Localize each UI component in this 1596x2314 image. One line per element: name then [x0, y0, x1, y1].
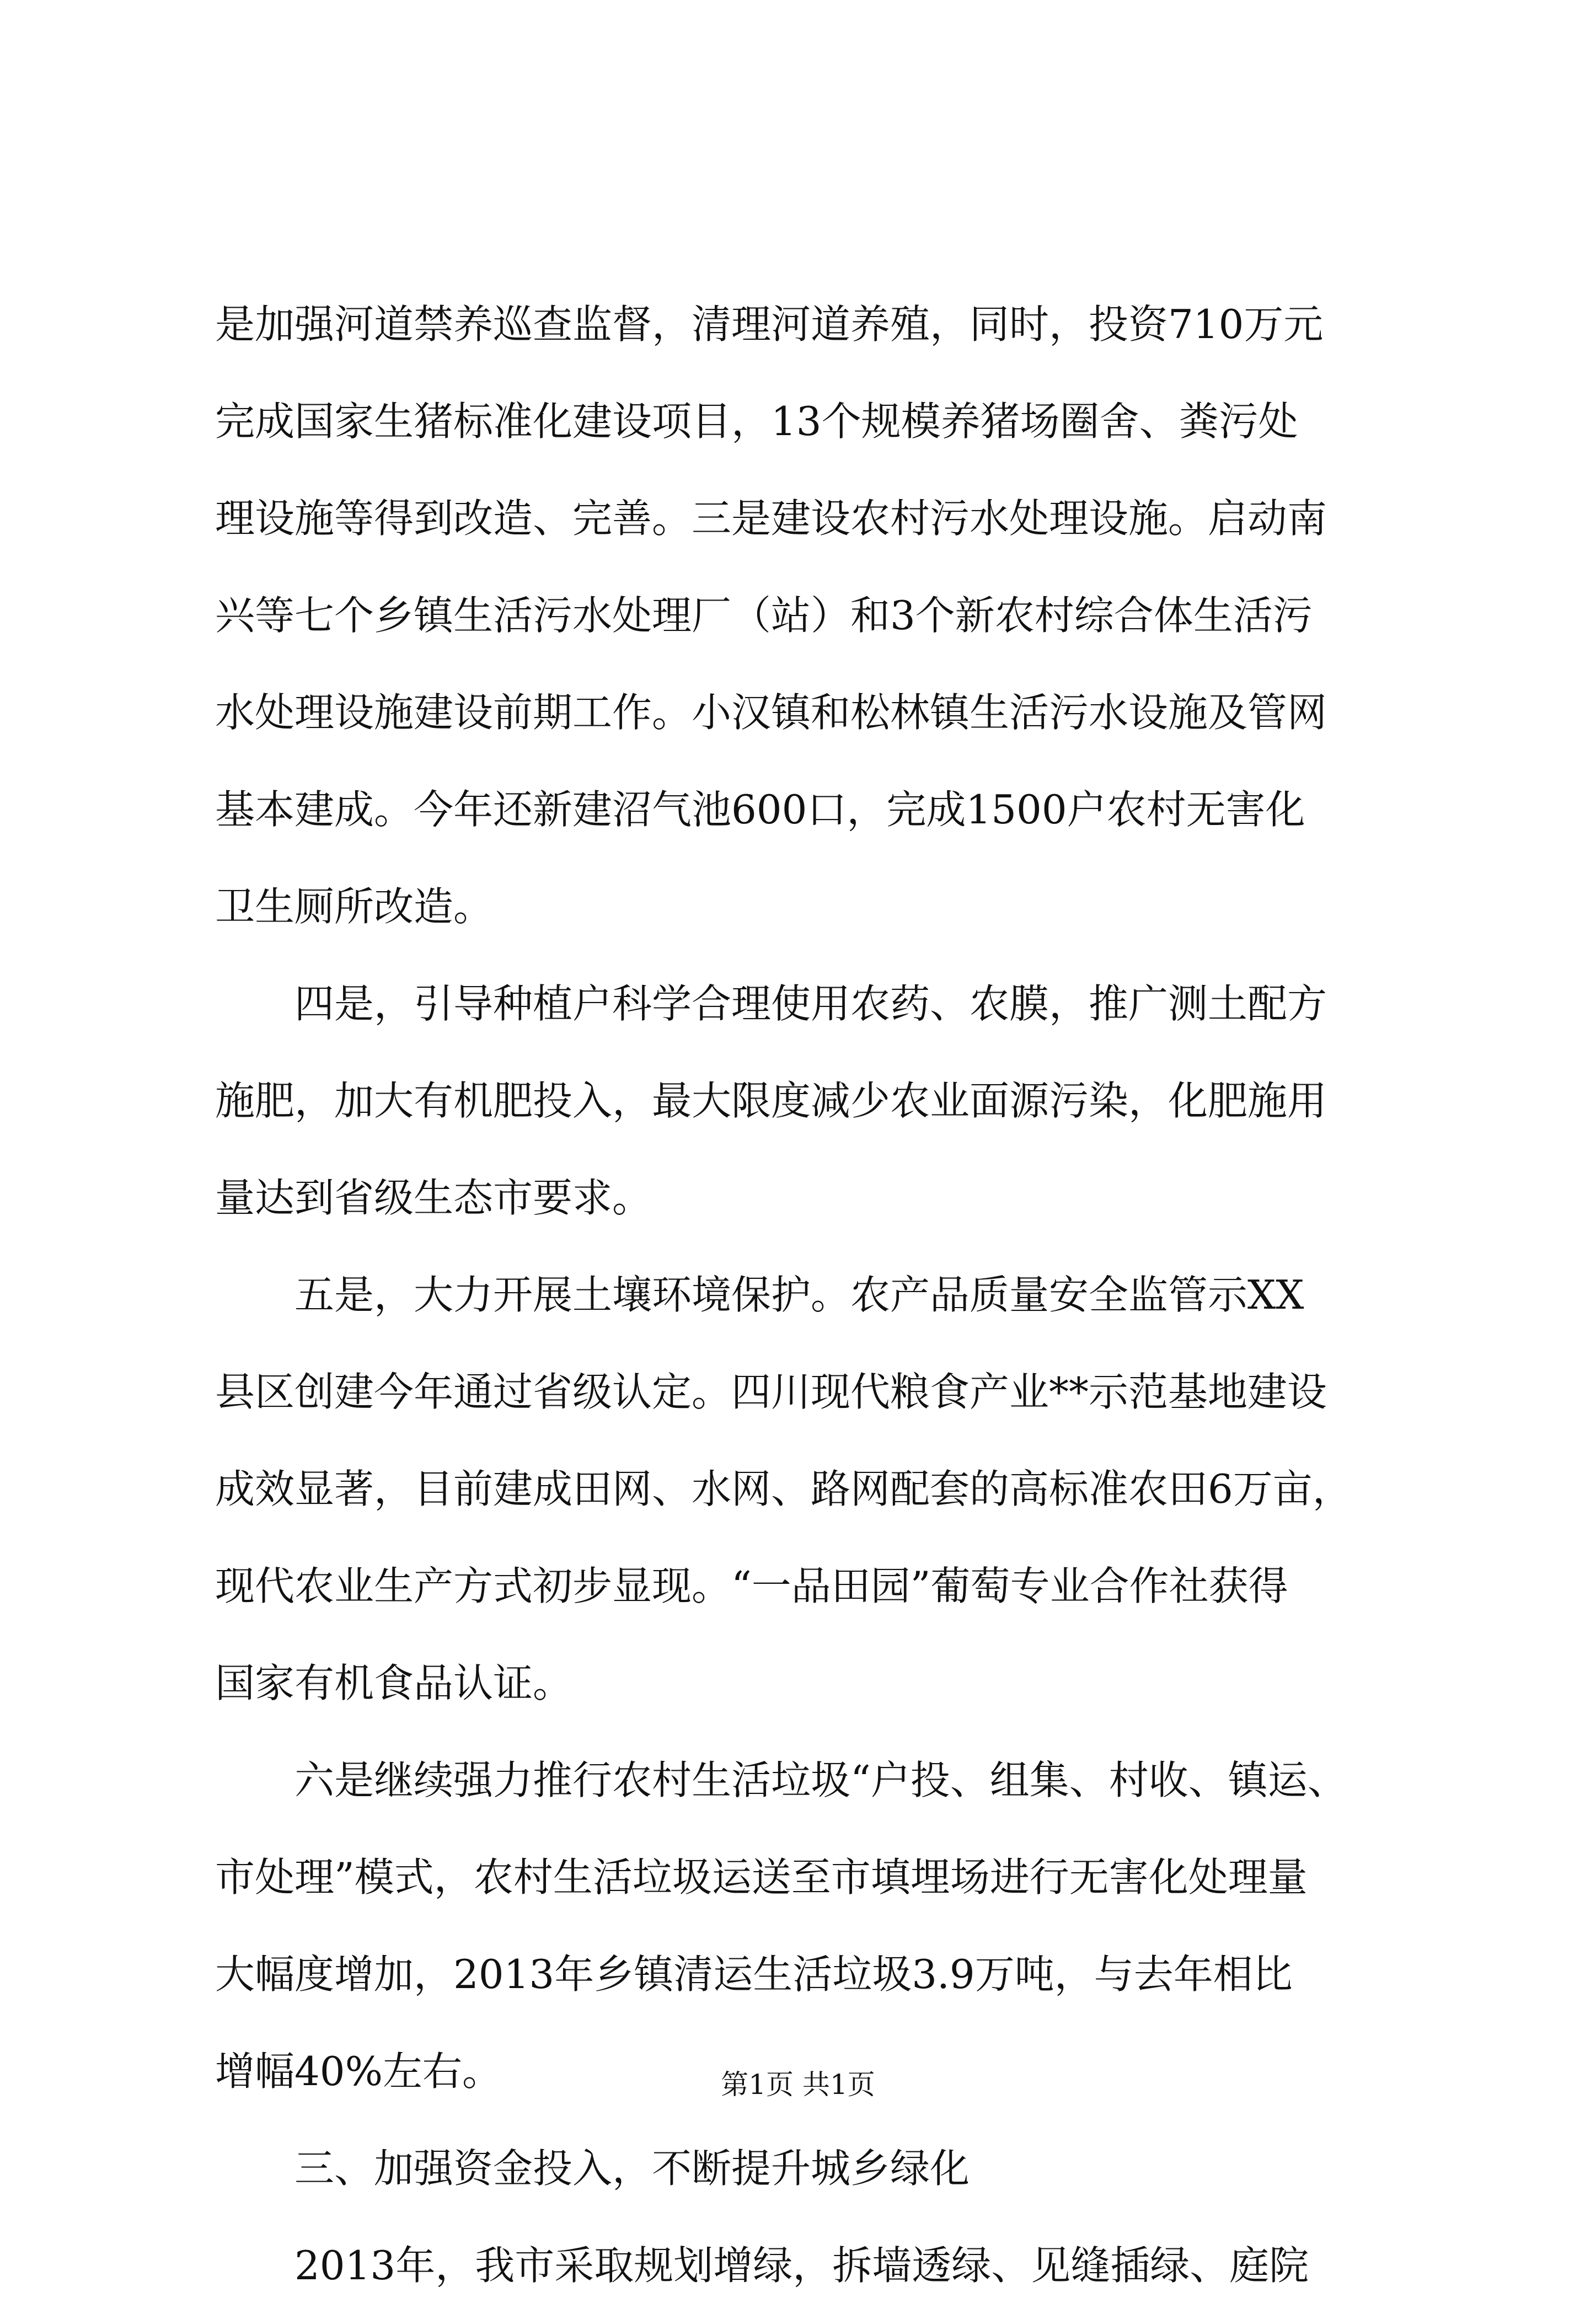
text-line: 县区创建今年通过省级认定。四川现代粮食产业**示范基地建设: [215, 1369, 1327, 1415]
section-heading: 三、加强资金投入，不断提升城乡绿化: [294, 2145, 970, 2192]
paragraph-start-line: 四是，引导种植户科学合理使用农药、农膜，推广测土配方: [294, 981, 1327, 1027]
text-line: 国家有机食品认证。: [215, 1660, 573, 1706]
text-line: 市处理”模式，农村生活垃圾运送至市填埋场进行无害化处理量: [215, 1854, 1308, 1900]
text-line: 大幅度增加，2013年乡镇清运生活垃圾3.9万吨，与去年相比: [215, 1951, 1293, 1997]
text-line: 现代农业生产方式初步显现。“一品田园”葡萄专业合作社获得: [215, 1563, 1288, 1609]
text-line: 完成国家生猪标准化建设项目，13个规模养猪场圈舍、粪污处: [215, 398, 1298, 444]
paragraph-start-line: 六是继续强力推行农村生活垃圾“户投、组集、村收、镇运、: [294, 1757, 1347, 1803]
text-line: 施肥，加大有机肥投入，最大限度减少农业面源污染，化肥施用: [215, 1078, 1327, 1124]
page-footer: 第1页 共1页: [721, 2069, 875, 2101]
text-line: 量达到省级生态市要求。: [215, 1175, 652, 1221]
text-line: 增幅40%左右。: [215, 2048, 502, 2095]
text-line: 成效显著，目前建成田网、水网、路网配套的高标准农田6万亩，: [215, 1466, 1352, 1512]
text-line: 水处理设施建设前期工作。小汉镇和松林镇生活污水设施及管网: [215, 689, 1327, 736]
paragraph-start-line: 五是，大力开展土壤环境保护。农产品质量安全监管示XX: [294, 1272, 1304, 1318]
text-line: 基本建成。今年还新建沼气池600口，完成1500户农村无害化: [215, 786, 1305, 833]
text-line: 是加强河道禁养巡查监督，清理河道养殖，同时，投资710万元: [215, 301, 1324, 347]
text-line: 卫生厕所改造。: [215, 883, 494, 930]
paragraph-start-line: 2013年，我市采取规划增绿，拆墙透绿、见缝插绿、庭院: [294, 2242, 1309, 2289]
document-body: [215, 276, 1395, 2314]
text-line: 理设施等得到改造、完善。三是建设农村污水处理设施。启动南: [215, 495, 1327, 542]
text-line: 兴等七个乡镇生活污水处理厂（站）和3个新农村综合体生活污: [215, 592, 1313, 639]
